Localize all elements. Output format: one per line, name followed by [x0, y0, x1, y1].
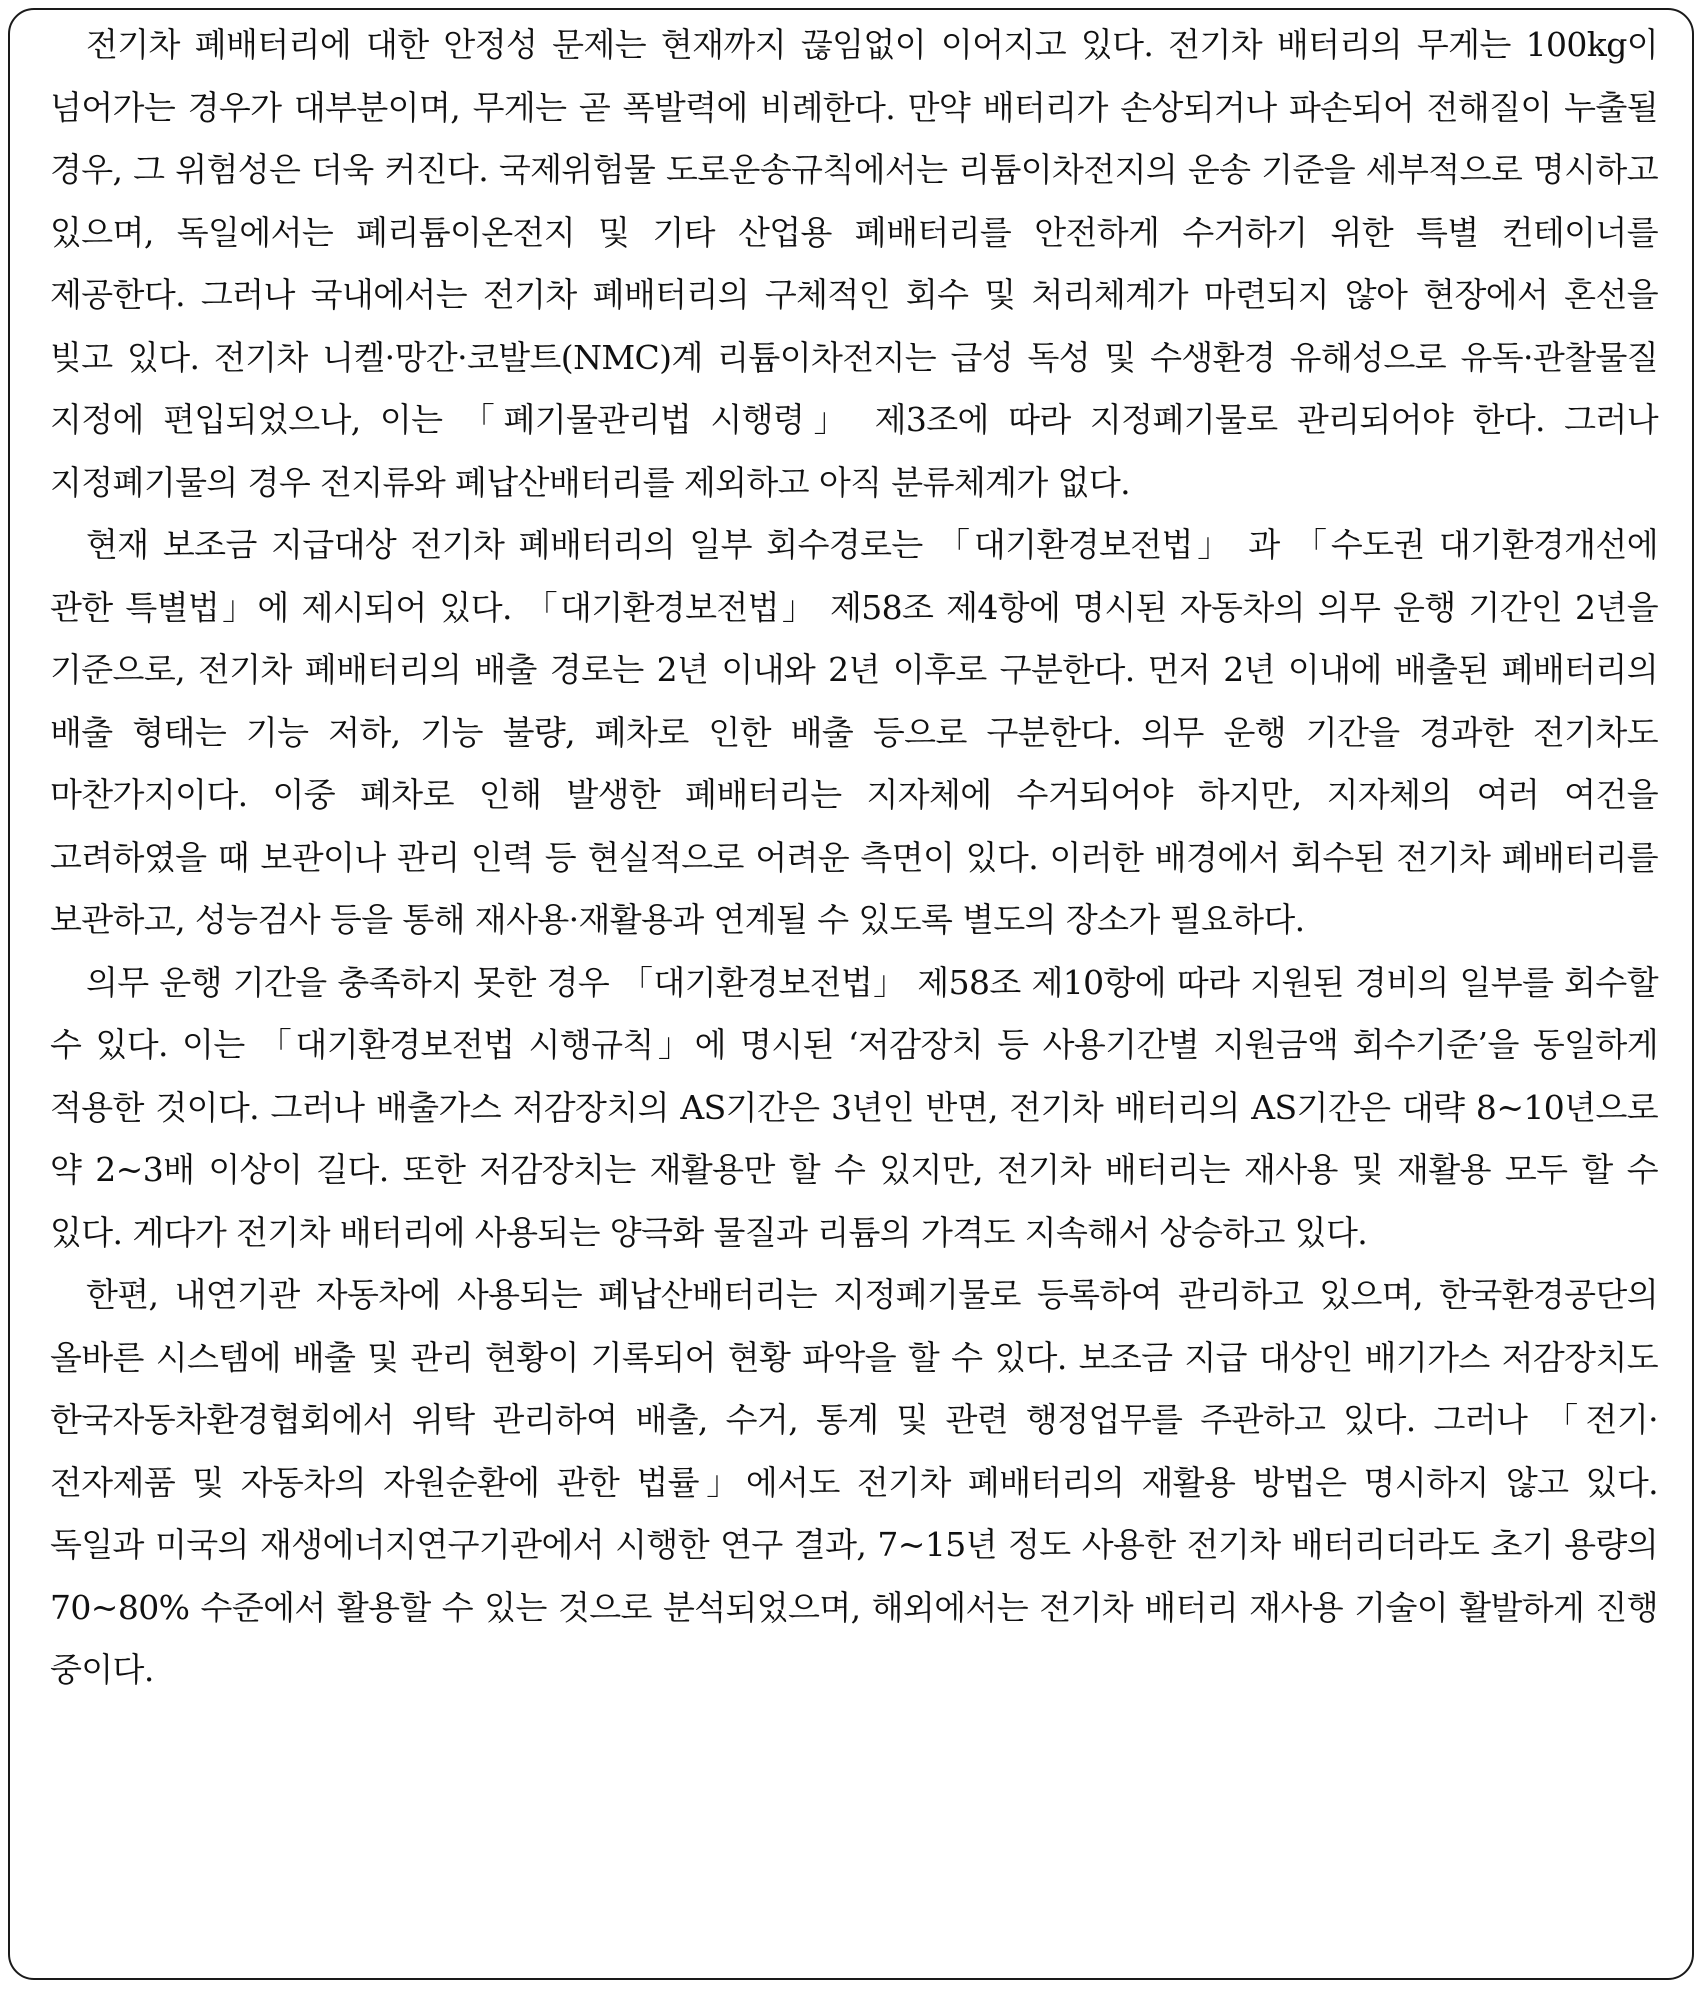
paragraph-management-status: 한편, 내연기관 자동차에 사용되는 폐납산배터리는 지정폐기물로 등록하여 관리하고 있으며, 한국환경공단의 올바른 시스템에 배출 및 관리 현황이 기록되어 현황 파악을 할 수 있다. 보조금 지급 대상인 배기가스 저감장치도 한국자동차환경협회에서 위탁 관리하여 배출, 수거, 통계 및 관련 행정업무를 주관하고 있다. 그러나 「전기·전자제품 및 자동차의 자원순환에 관한 법률」에서도 전기차 폐배터리의 재활용 방법은 명시하지 않고 있다. 독일과 미국의 재생에너지연구기관에서 시행한 연구 결과, 7~15년 정도 사용한 전기차 배터리더라도 초기 용량의 70~80% 수준에서 활용할 수 있는 것으로 분석되었으며, 해외에서는 전기차 배터리 재사용 기술이 활발하게 진행 중이다.	[50, 1275, 1658, 1689]
paragraph-battery-safety: 전기차 폐배터리에 대한 안정성 문제는 현재까지 끊임없이 이어지고 있다. 전기차 배터리의 무게는 100kg이 넘어가는 경우가 대부분이며, 무게는 곧 폭발력에 비례한다. 만약 배터리가 손상되거나 파손되어 전해질이 누출될 경우, 그 위험성은 더욱 커진다. 국제위험물 도로운송규칙에서는 리튬이차전지의 운송 기준을 세부적으로 명시하고 있으며, 독일에서는 폐리튬이온전지 및 기타 산업용 폐배터리를 안전하게 수거하기 위한 특별 컨테이너를 제공한다. 그러나 국내에서는 전기차 폐배터리의 구체적인 회수 및 처리체계가 마련되지 않아 현장에서 혼선을 빚고 있다. 전기차 니켈·망간·코발트(NMC)계 리튬이차전지는 급성 독성 및 수생환경 유해성으로 유독·관찰물질 지정에 편입되었으나, 이는 「폐기물관리법 시행령」 제3조에 따라 지정폐기물로 관리되어야 한다. 그러나 지정폐기물의 경우 전지류와 폐납산배터리를 제외하고 아직 분류체계가 없다.	[50, 25, 1658, 502]
document-box	[8, 8, 1694, 1980]
paragraph-collection-route: 현재 보조금 지급대상 전기차 폐배터리의 일부 회수경로는 「대기환경보전법」 과 「수도권 대기환경개선에 관한 특별법」에 제시되어 있다. 「대기환경보전법」 제58조 제4항에 명시된 자동차의 의무 운행 기간인 2년을 기준으로, 전기차 폐배터리의 배출 경로는 2년 이내와 2년 이후로 구분한다. 먼저 2년 이내에 배출된 폐배터리의 배출 형태는 기능 저하, 기능 불량, 폐차로 인한 배출 등으로 구분한다. 의무 운행 기간을 경과한 전기차도 마찬가지이다. 이중 폐차로 인해 발생한 폐배터리는 지자체에 수거되어야 하지만, 지자체의 여러 여건을 고려하였을 때 보관이나 관리 인력 등 현실적으로 어려운 측면이 있다. 이러한 배경에서 회수된 전기차 폐배터리를 보관하고, 성능검사 등을 통해 재사용·재활용과 연계될 수 있도록 별도의 장소가 필요하다.	[50, 525, 1658, 939]
paragraph-subsidy-recovery: 의무 운행 기간을 충족하지 못한 경우 「대기환경보전법」 제58조 제10항에 따라 지원된 경비의 일부를 회수할 수 있다. 이는 「대기환경보전법 시행규칙」에 명시된 ‘저감장치 등 사용기간별 지원금액 회수기준’을 동일하게 적용한 것이다. 그러나 배출가스 저감장치의 AS기간은 3년인 반면, 전기차 배터리의 AS기간은 대략 8~10년으로 약 2~3배 이상이 길다. 또한 저감장치는 재활용만 할 수 있지만, 전기차 배터리는 재사용 및 재활용 모두 할 수 있다. 게다가 전기차 배터리에 사용되는 양극화 물질과 리튬의 가격도 지속해서 상승하고 있다.	[50, 962, 1658, 1252]
